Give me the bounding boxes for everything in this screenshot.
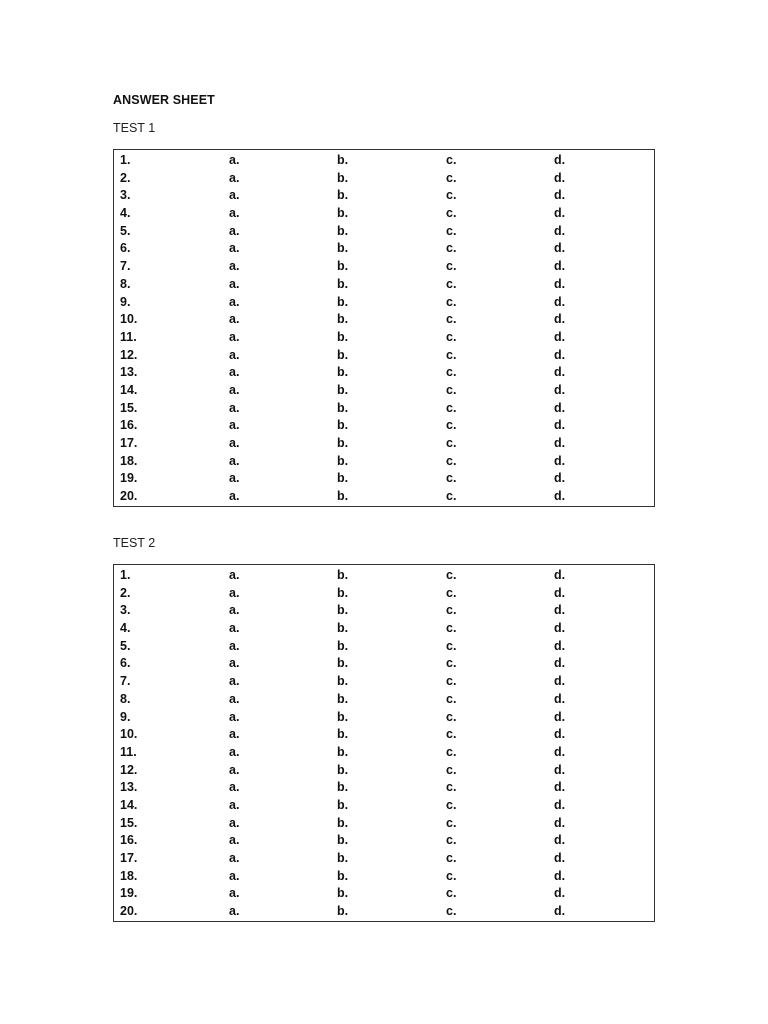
option-d: d. xyxy=(554,188,566,203)
option-a: a. xyxy=(229,382,240,397)
test-2-answer-box xyxy=(113,564,655,922)
option-d: d. xyxy=(554,241,566,256)
answer-row xyxy=(114,885,654,903)
option-a: a. xyxy=(229,762,240,777)
option-c: c. xyxy=(446,170,457,185)
question-number: 7. xyxy=(120,674,131,689)
answer-row xyxy=(114,638,654,656)
option-a: a. xyxy=(229,206,240,221)
question-number: 1. xyxy=(120,568,131,582)
answer-row xyxy=(114,691,654,709)
option-c: c. xyxy=(446,418,457,433)
question-number: 3. xyxy=(120,603,131,618)
question-number: 20. xyxy=(120,489,138,504)
option-d: d. xyxy=(554,762,566,777)
option-d: d. xyxy=(554,347,566,362)
option-d: d. xyxy=(554,656,566,671)
option-d: d. xyxy=(554,585,566,600)
option-a: a. xyxy=(229,744,240,759)
option-a: a. xyxy=(229,585,240,600)
option-b: b. xyxy=(337,436,349,450)
answer-row xyxy=(114,276,654,294)
option-d: d. xyxy=(554,259,566,274)
option-a: a. xyxy=(229,471,240,486)
option-a: a. xyxy=(229,453,240,468)
option-a: a. xyxy=(229,621,240,636)
answer-row xyxy=(114,620,654,638)
option-d: d. xyxy=(554,691,566,706)
question-number: 5. xyxy=(120,223,131,238)
option-b: b. xyxy=(337,170,349,185)
option-a: a. xyxy=(229,259,240,274)
question-number: 4. xyxy=(120,621,131,636)
option-c: c. xyxy=(446,833,457,848)
question-number: 15. xyxy=(120,400,138,415)
option-b: b. xyxy=(337,709,349,724)
answer-row xyxy=(114,585,654,603)
option-a: a. xyxy=(229,436,240,450)
option-b: b. xyxy=(337,312,349,327)
option-c: c. xyxy=(446,727,457,742)
option-b: b. xyxy=(337,188,349,203)
option-b: b. xyxy=(337,365,349,380)
option-c: c. xyxy=(446,568,457,582)
question-number: 19. xyxy=(120,886,138,901)
option-a: a. xyxy=(229,312,240,327)
option-c: c. xyxy=(446,851,457,865)
test-1-heading: TEST 1 xyxy=(113,121,156,135)
option-d: d. xyxy=(554,886,566,901)
question-number: 7. xyxy=(120,259,131,274)
answer-row xyxy=(114,453,654,471)
option-b: b. xyxy=(337,691,349,706)
answer-row xyxy=(114,364,654,382)
answer-row xyxy=(114,258,654,276)
option-b: b. xyxy=(337,382,349,397)
option-d: d. xyxy=(554,453,566,468)
question-number: 11. xyxy=(120,329,137,344)
question-number: 15. xyxy=(120,815,138,830)
answer-row xyxy=(114,382,654,400)
option-d: d. xyxy=(554,436,566,450)
answer-row xyxy=(114,223,654,241)
answer-row xyxy=(114,170,654,188)
option-d: d. xyxy=(554,153,566,167)
option-c: c. xyxy=(446,259,457,274)
answer-row xyxy=(114,311,654,329)
option-a: a. xyxy=(229,727,240,742)
question-number: 1. xyxy=(120,153,131,167)
answer-row xyxy=(114,744,654,762)
option-c: c. xyxy=(446,709,457,724)
option-d: d. xyxy=(554,489,566,504)
option-d: d. xyxy=(554,294,566,309)
option-a: a. xyxy=(229,188,240,203)
question-number: 17. xyxy=(120,436,138,450)
document-title: ANSWER SHEET xyxy=(113,93,215,107)
option-c: c. xyxy=(446,188,457,203)
option-d: d. xyxy=(554,727,566,742)
question-number: 12. xyxy=(120,347,138,362)
question-number: 19. xyxy=(120,471,138,486)
answer-row xyxy=(114,187,654,205)
option-b: b. xyxy=(337,585,349,600)
option-b: b. xyxy=(337,603,349,618)
option-c: c. xyxy=(446,797,457,812)
question-number: 10. xyxy=(120,312,138,327)
option-b: b. xyxy=(337,418,349,433)
option-c: c. xyxy=(446,223,457,238)
option-d: d. xyxy=(554,603,566,618)
question-number: 9. xyxy=(120,294,131,309)
option-d: d. xyxy=(554,365,566,380)
option-c: c. xyxy=(446,294,457,309)
question-number: 2. xyxy=(120,585,131,600)
option-a: a. xyxy=(229,294,240,309)
option-b: b. xyxy=(337,797,349,812)
question-number: 14. xyxy=(120,382,138,397)
answer-row xyxy=(114,762,654,780)
question-number: 18. xyxy=(120,453,138,468)
question-number: 16. xyxy=(120,833,138,848)
answer-row xyxy=(114,903,654,921)
question-number: 4. xyxy=(120,206,131,221)
option-b: b. xyxy=(337,206,349,221)
option-c: c. xyxy=(446,471,457,486)
option-a: a. xyxy=(229,347,240,362)
option-c: c. xyxy=(446,656,457,671)
answer-row xyxy=(114,205,654,223)
option-a: a. xyxy=(229,656,240,671)
option-a: a. xyxy=(229,851,240,865)
option-b: b. xyxy=(337,744,349,759)
answer-row xyxy=(114,329,654,347)
option-b: b. xyxy=(337,621,349,636)
option-c: c. xyxy=(446,638,457,653)
answer-row xyxy=(114,400,654,418)
option-c: c. xyxy=(446,365,457,380)
option-b: b. xyxy=(337,259,349,274)
option-d: d. xyxy=(554,400,566,415)
answer-row xyxy=(114,832,654,850)
option-d: d. xyxy=(554,329,566,344)
option-c: c. xyxy=(446,815,457,830)
option-d: d. xyxy=(554,744,566,759)
option-b: b. xyxy=(337,656,349,671)
option-d: d. xyxy=(554,418,566,433)
option-d: d. xyxy=(554,568,566,582)
option-a: a. xyxy=(229,868,240,883)
answer-row xyxy=(114,347,654,365)
option-c: c. xyxy=(446,453,457,468)
option-c: c. xyxy=(446,153,457,167)
option-d: d. xyxy=(554,904,566,919)
option-b: b. xyxy=(337,347,349,362)
option-c: c. xyxy=(446,312,457,327)
option-b: b. xyxy=(337,851,349,865)
answer-row xyxy=(114,815,654,833)
option-c: c. xyxy=(446,347,457,362)
option-c: c. xyxy=(446,276,457,291)
option-b: b. xyxy=(337,727,349,742)
option-d: d. xyxy=(554,851,566,865)
question-number: 8. xyxy=(120,276,131,291)
option-a: a. xyxy=(229,797,240,812)
option-a: a. xyxy=(229,329,240,344)
option-d: d. xyxy=(554,709,566,724)
option-a: a. xyxy=(229,365,240,380)
answer-row xyxy=(114,850,654,868)
answer-row xyxy=(114,470,654,488)
option-a: a. xyxy=(229,904,240,919)
option-b: b. xyxy=(337,904,349,919)
option-b: b. xyxy=(337,815,349,830)
answer-row xyxy=(114,602,654,620)
question-number: 11. xyxy=(120,744,137,759)
option-b: b. xyxy=(337,276,349,291)
answer-row xyxy=(114,417,654,435)
question-number: 17. xyxy=(120,851,138,865)
option-c: c. xyxy=(446,489,457,504)
option-d: d. xyxy=(554,674,566,689)
option-a: a. xyxy=(229,674,240,689)
option-d: d. xyxy=(554,833,566,848)
answer-row xyxy=(114,709,654,727)
option-c: c. xyxy=(446,329,457,344)
option-d: d. xyxy=(554,797,566,812)
option-c: c. xyxy=(446,400,457,415)
option-b: b. xyxy=(337,400,349,415)
option-d: d. xyxy=(554,276,566,291)
question-number: 20. xyxy=(120,904,138,919)
option-d: d. xyxy=(554,471,566,486)
option-d: d. xyxy=(554,638,566,653)
option-c: c. xyxy=(446,621,457,636)
option-d: d. xyxy=(554,621,566,636)
option-a: a. xyxy=(229,170,240,185)
question-number: 13. xyxy=(120,365,138,380)
option-c: c. xyxy=(446,436,457,450)
question-number: 2. xyxy=(120,170,131,185)
option-b: b. xyxy=(337,294,349,309)
option-a: a. xyxy=(229,153,240,167)
option-c: c. xyxy=(446,868,457,883)
answer-row xyxy=(114,240,654,258)
option-a: a. xyxy=(229,568,240,582)
question-number: 5. xyxy=(120,638,131,653)
option-c: c. xyxy=(446,382,457,397)
option-d: d. xyxy=(554,382,566,397)
option-a: a. xyxy=(229,780,240,795)
question-number: 9. xyxy=(120,709,131,724)
option-b: b. xyxy=(337,153,349,167)
question-number: 14. xyxy=(120,797,138,812)
option-b: b. xyxy=(337,453,349,468)
test-1-answer-box xyxy=(113,149,655,507)
option-b: b. xyxy=(337,868,349,883)
option-c: c. xyxy=(446,603,457,618)
option-d: d. xyxy=(554,868,566,883)
option-c: c. xyxy=(446,241,457,256)
option-a: a. xyxy=(229,489,240,504)
option-b: b. xyxy=(337,762,349,777)
option-c: c. xyxy=(446,585,457,600)
answer-row xyxy=(114,294,654,312)
option-c: c. xyxy=(446,691,457,706)
option-a: a. xyxy=(229,638,240,653)
option-c: c. xyxy=(446,206,457,221)
question-number: 10. xyxy=(120,727,138,742)
option-b: b. xyxy=(337,223,349,238)
option-b: b. xyxy=(337,674,349,689)
test-2-heading: TEST 2 xyxy=(113,536,156,550)
answer-row xyxy=(114,488,654,506)
option-c: c. xyxy=(446,744,457,759)
question-number: 3. xyxy=(120,188,131,203)
option-c: c. xyxy=(446,780,457,795)
option-b: b. xyxy=(337,833,349,848)
option-a: a. xyxy=(229,241,240,256)
option-a: a. xyxy=(229,400,240,415)
question-number: 13. xyxy=(120,780,138,795)
option-a: a. xyxy=(229,276,240,291)
answer-row xyxy=(114,655,654,673)
option-c: c. xyxy=(446,674,457,689)
question-number: 6. xyxy=(120,241,131,256)
option-a: a. xyxy=(229,815,240,830)
option-a: a. xyxy=(229,886,240,901)
option-d: d. xyxy=(554,815,566,830)
option-a: a. xyxy=(229,418,240,433)
option-a: a. xyxy=(229,833,240,848)
option-b: b. xyxy=(337,886,349,901)
question-number: 6. xyxy=(120,656,131,671)
answer-row xyxy=(114,779,654,797)
option-d: d. xyxy=(554,312,566,327)
option-b: b. xyxy=(337,489,349,504)
option-b: b. xyxy=(337,568,349,582)
option-b: b. xyxy=(337,241,349,256)
option-c: c. xyxy=(446,904,457,919)
option-b: b. xyxy=(337,329,349,344)
option-d: d. xyxy=(554,206,566,221)
answer-row xyxy=(114,435,654,453)
option-b: b. xyxy=(337,638,349,653)
answer-row xyxy=(114,726,654,744)
option-b: b. xyxy=(337,780,349,795)
question-number: 12. xyxy=(120,762,138,777)
option-d: d. xyxy=(554,223,566,238)
option-d: d. xyxy=(554,780,566,795)
answer-row xyxy=(114,673,654,691)
option-a: a. xyxy=(229,691,240,706)
option-a: a. xyxy=(229,603,240,618)
question-number: 16. xyxy=(120,418,138,433)
answer-row xyxy=(114,567,654,585)
option-a: a. xyxy=(229,223,240,238)
question-number: 18. xyxy=(120,868,138,883)
option-b: b. xyxy=(337,471,349,486)
answer-row xyxy=(114,797,654,815)
answer-row xyxy=(114,868,654,886)
question-number: 8. xyxy=(120,691,131,706)
option-c: c. xyxy=(446,886,457,901)
answer-row xyxy=(114,152,654,170)
option-d: d. xyxy=(554,170,566,185)
option-c: c. xyxy=(446,762,457,777)
option-a: a. xyxy=(229,709,240,724)
